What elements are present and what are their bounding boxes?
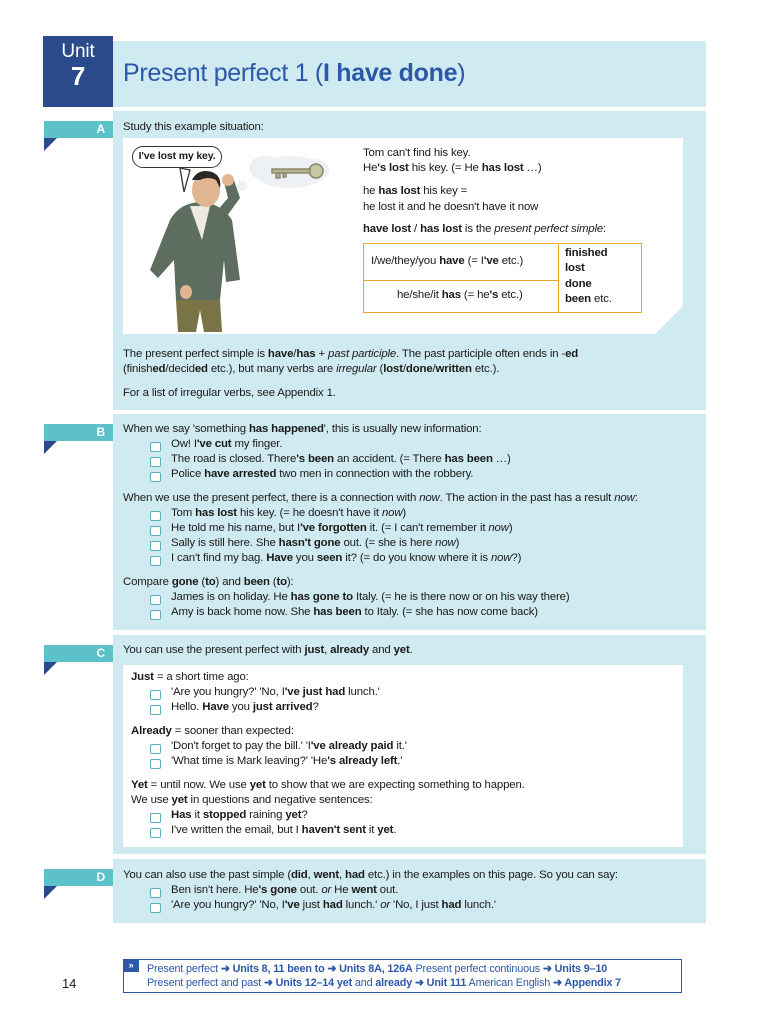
table-row: he/she/it has (= he's etc.) [397,289,523,301]
page-title: Present perfect 1 (I have done) [123,59,466,87]
example-sentence: Sally is still here. She hasn't gone out. (= she is here now) [171,537,460,549]
section-b-explanation: When we use the present perfect, there is a connection with now. The action in the past has a result now: [123,492,638,504]
section-c-tab: C [44,645,113,662]
rule-note: The present perfect simple is have/has + past participle. The past participle often ends in -ed [123,348,579,360]
example-sentence: 'Are you hungry?' 'No, I've just had lunch.' or 'No, I just had lunch.' [171,899,496,911]
example-line: Tom can't find his key. [363,147,471,159]
bullet-box [150,828,161,838]
example-sentence: He told me his name, but I've forgotten it. (= I can't remember it now) [171,522,513,534]
bullet-box [150,903,161,913]
double-arrow-icon: » [123,959,139,972]
example-sentence: Tom has lost his key. (= he doesn't have it now) [171,507,407,519]
example-line: have lost / has lost is the present perfect simple: [363,223,607,235]
example-sentence: Ow! I've cut my finger. [171,438,283,450]
title-bar [113,41,706,107]
bullet-box [150,556,161,566]
appendix-note: For a list of irregular verbs, see Appendix 1. [123,387,336,399]
bullet-box [150,744,161,754]
example-sentence: The road is closed. There's been an accident. (= There has been …) [171,453,511,465]
participle: lost [565,262,585,274]
bullet-box [150,595,161,605]
example-sentence: I've written the email, but I haven't sent it yet. [171,824,397,836]
page-number: 14 [62,976,77,991]
bullet-box [150,442,161,452]
definition: Just = a short time ago: [131,671,249,683]
cross-reference-line[interactable]: Present perfect ➜ Units 8, 11 been to ➜ Units 8A, 126A Present perfect continuous ➜ Units 9–10 [147,963,608,975]
rule-note: (finished/decided etc.), but many verbs are irregular (lost/done/written etc.). [123,363,500,375]
participle: been etc. [565,293,612,305]
section-a-tab: A [44,121,113,138]
unit-label: Unit [61,41,95,62]
example-sentence: 'Are you hungry?' 'No, I've just had lunch.' [171,686,380,698]
man-illustration [140,150,355,332]
participle: done [565,278,592,290]
definition: Yet = until now. We use yet to show that we are expecting something to happen. [131,779,525,791]
example-sentence: Has it stopped raining yet? [171,809,308,821]
bullet-box [150,813,161,823]
bullet-box [150,690,161,700]
example-sentence: 'What time is Mark leaving?' 'He's already left.' [171,755,403,767]
example-sentence: I can't find my bag. Have you seen it? (= do you know where it is now?) [171,552,522,564]
definition: Already = sooner than expected: [131,725,294,737]
example-line: He's lost his key. (= He has lost …) [363,162,542,174]
bullet-box [150,759,161,769]
example-sentence: Hello. Have you just arrived? [171,701,319,713]
bullet-box [150,457,161,467]
section-c-intro: You can use the present perfect with just, already and yet. [123,644,413,656]
table-row: I/we/they/you have (= I've etc.) [371,255,524,267]
unit-badge [43,36,113,107]
section-a-intro: Study this example situation: [123,121,264,133]
section-b-compare: Compare gone (to) and been (to): [123,576,294,588]
bullet-box [150,472,161,482]
bullet-box [150,526,161,536]
section-b-intro: When we say 'something has happened', this is usually new information: [123,423,482,435]
bullet-box [150,541,161,551]
bullet-box [150,888,161,898]
speech-bubble: I've lost my key. [132,146,222,168]
section-d-intro: You can also use the past simple (did, went, had etc.) in the examples on this page. So you can say: [123,869,618,881]
definition: We use yet in questions and negative sentences: [131,794,373,806]
example-sentence: Police have arrested two men in connection with the robbery. [171,468,474,480]
section-b-tab: B [44,424,113,441]
example-line: he lost it and he doesn't have it now [363,201,539,213]
section-d-tab: D [44,869,113,886]
bullet-box [150,705,161,715]
example-sentence: Amy is back home now. She has been to Italy. (= she has now come back) [171,606,538,618]
example-sentence: Ben isn't here. He's gone out. or He went out. [171,884,399,896]
example-line: he has lost his key = [363,185,468,197]
unit-number: 7 [70,61,86,91]
bullet-box [150,610,161,620]
example-sentence: 'Don't forget to pay the bill.' 'I've already paid it.' [171,740,407,752]
participle: finished [565,247,608,259]
bullet-box [150,511,161,521]
cross-reference-line[interactable]: Present perfect and past ➜ Units 12–14 yet and already ➜ Unit 111 American English ➜ Appendix 7 [147,977,622,989]
example-sentence: James is on holiday. He has gone to Italy. (= he is there now or on his way there) [171,591,570,603]
